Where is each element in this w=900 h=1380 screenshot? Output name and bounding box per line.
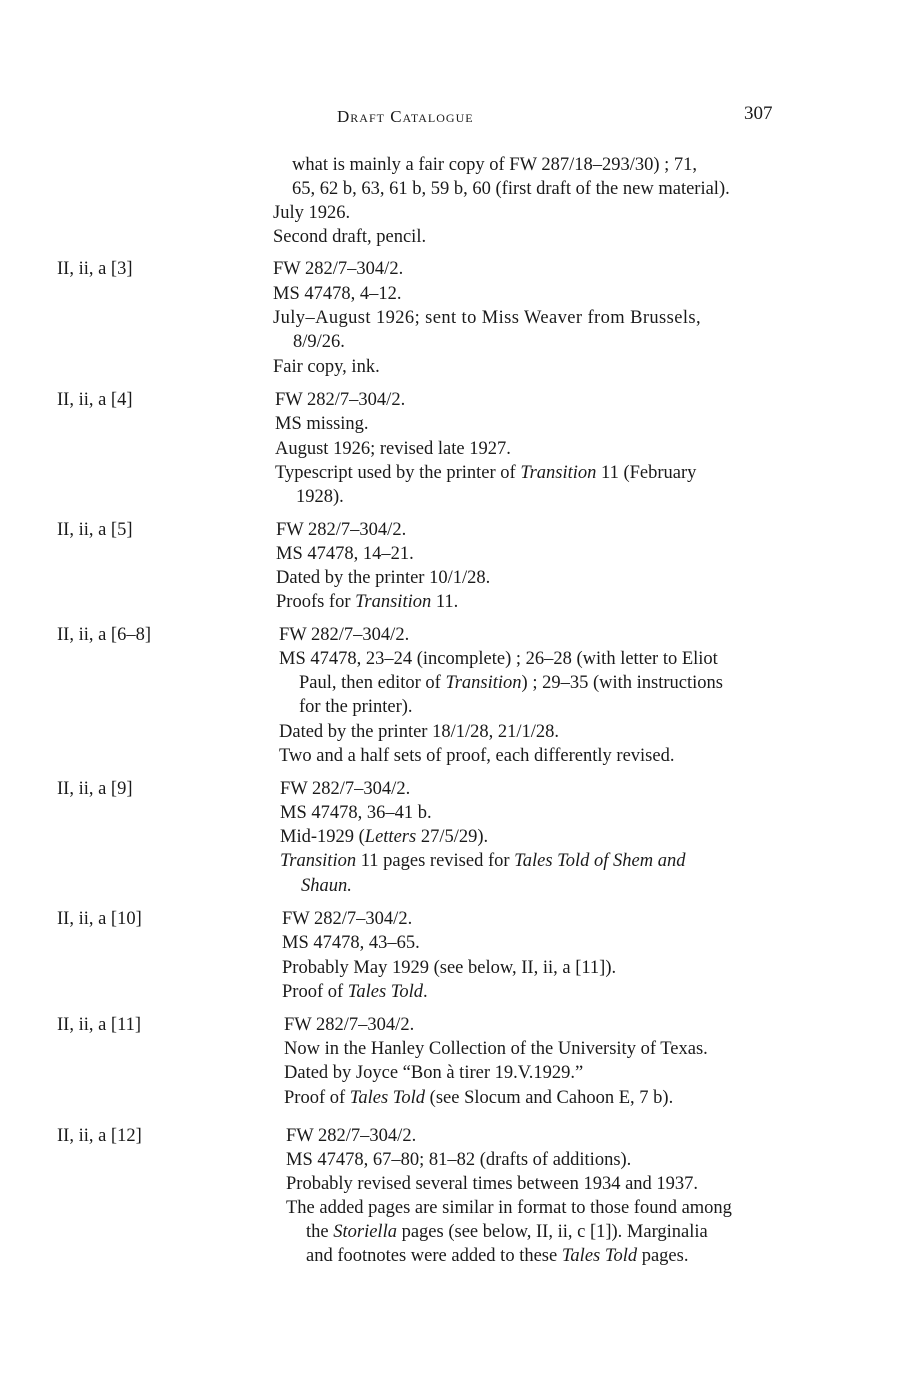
line-part: ) ; 29–35 (with instructions bbox=[521, 673, 723, 693]
italic-title: Tales Told bbox=[561, 1246, 638, 1266]
page-number: 307 bbox=[744, 103, 773, 124]
line-part: Typescript used by the printer of bbox=[275, 463, 521, 483]
running-head bbox=[0, 103, 900, 133]
entry-label: II, ii, a [12] bbox=[57, 1126, 142, 1146]
entry-label: II, ii, a [5] bbox=[57, 520, 133, 540]
line-part: the bbox=[306, 1222, 334, 1242]
line-part: pages (see below, II, ii, c [1]). Marginalia bbox=[396, 1222, 708, 1242]
entry-label: II, ii, a [10] bbox=[57, 909, 142, 929]
entry-line: MS 47478, 67–80; 81–82 (drafts of additions). bbox=[286, 1150, 632, 1170]
entry-line bbox=[280, 849, 686, 873]
line-part: 11 (February bbox=[596, 463, 697, 483]
line-part: and footnotes were added to these bbox=[306, 1246, 562, 1266]
entry-line: Dated by the printer 18/1/28, 21/1/28. bbox=[279, 722, 560, 742]
entry-label: II, ii, a [4] bbox=[57, 390, 133, 410]
line-part: (see Slocum and Cahoon E, 7 b). bbox=[425, 1088, 674, 1108]
entry-line: Now in the Hanley Collection of the University of Texas. bbox=[284, 1039, 708, 1059]
entry-label: II, ii, a [9] bbox=[57, 779, 133, 799]
entry-line bbox=[284, 1086, 673, 1110]
entry-line: MS missing. bbox=[275, 414, 369, 434]
italic-title: Transition bbox=[355, 592, 432, 612]
entry-line: The added pages are similar in format to those found among bbox=[286, 1198, 732, 1218]
entry-line: MS 47478, 36–41 b. bbox=[280, 803, 432, 823]
line-part: Proofs for bbox=[276, 592, 356, 612]
italic-title: Letters bbox=[364, 827, 417, 847]
continuation-line-3: July 1926. bbox=[273, 203, 351, 223]
entry-line: August 1926; revised late 1927. bbox=[275, 439, 511, 459]
entry-line: FW 282/7–304/2. bbox=[280, 779, 411, 799]
line-part: 11. bbox=[431, 592, 459, 612]
entry-line: FW 282/7–304/2. bbox=[282, 909, 413, 929]
entry-line: 8/9/26. bbox=[293, 332, 345, 352]
line-part: . bbox=[423, 982, 428, 1002]
entry-line: FW 282/7–304/2. bbox=[284, 1015, 415, 1035]
line-part: Proof of bbox=[282, 982, 348, 1002]
italic-title: Storiella bbox=[333, 1222, 397, 1242]
entry-line bbox=[276, 590, 458, 614]
entry-line bbox=[275, 461, 696, 485]
entry-line: MS 47478, 43–65. bbox=[282, 933, 420, 953]
entry-line: Two and a half sets of proof, each differently revised. bbox=[279, 746, 675, 766]
entry-line bbox=[282, 980, 428, 1004]
line-part: Mid-1929 ( bbox=[280, 827, 365, 847]
entry-line: 1928). bbox=[296, 487, 344, 507]
entry-line: MS 47478, 4–12. bbox=[273, 284, 402, 304]
italic-title: Tales Told bbox=[349, 1088, 426, 1108]
italic-title: Transition bbox=[445, 673, 522, 693]
entry-line: FW 282/7–304/2. bbox=[276, 520, 407, 540]
entry-line: Shaun. bbox=[301, 876, 352, 896]
entry-line: Dated by the printer 10/1/28. bbox=[276, 568, 491, 588]
entry-line: Probably revised several times between 1934 and 1937. bbox=[286, 1174, 699, 1194]
continuation-line-2: 65, 62 b, 63, 61 b, 59 b, 60 (first draft of the new material). bbox=[292, 179, 730, 199]
italic-title: Transition bbox=[520, 463, 597, 483]
continuation-line-1: what is mainly a fair copy of FW 287/18–293/30) ; 71, bbox=[292, 155, 698, 175]
entry-line: July–August 1926; sent to Miss Weaver from Brussels, bbox=[273, 308, 702, 328]
running-title: Draft Catalogue bbox=[337, 107, 474, 126]
entry-line: FW 282/7–304/2. bbox=[275, 390, 406, 410]
entry-line bbox=[306, 1244, 688, 1268]
entry-label: II, ii, a [11] bbox=[57, 1015, 142, 1035]
entry-label: II, ii, a [3] bbox=[57, 259, 133, 279]
entry-line: for the printer). bbox=[299, 697, 413, 717]
line-part: 11 pages revised for bbox=[356, 851, 515, 871]
line-part: 27/5/29). bbox=[416, 827, 489, 847]
entry-line bbox=[280, 825, 488, 849]
italic-title: Tales Told of Shem and bbox=[514, 851, 686, 871]
entry-line: MS 47478, 23–24 (incomplete) ; 26–28 (with letter to Eliot bbox=[279, 649, 718, 669]
continuation-line-4: Second draft, pencil. bbox=[273, 227, 427, 247]
entry-line bbox=[299, 671, 723, 695]
entry-line: Probably May 1929 (see below, II, ii, a [11]). bbox=[282, 958, 617, 978]
entry-line: Fair copy, ink. bbox=[273, 357, 380, 377]
entry-line: Dated by Joyce “Bon à tirer 19.V.1929.” bbox=[284, 1063, 584, 1083]
entry-line: MS 47478, 14–21. bbox=[276, 544, 414, 564]
entry-line: FW 282/7–304/2. bbox=[273, 259, 404, 279]
entry-line: FW 282/7–304/2. bbox=[279, 625, 410, 645]
line-part: pages. bbox=[637, 1246, 689, 1266]
line-part: Proof of bbox=[284, 1088, 350, 1108]
italic-title: Tales Told bbox=[347, 982, 424, 1002]
line-part: Paul, then editor of bbox=[299, 673, 446, 693]
italic-title: Transition bbox=[280, 851, 357, 871]
entry-label: II, ii, a [6–8] bbox=[57, 625, 152, 645]
entry-line: FW 282/7–304/2. bbox=[286, 1126, 417, 1146]
entry-line bbox=[306, 1220, 708, 1244]
